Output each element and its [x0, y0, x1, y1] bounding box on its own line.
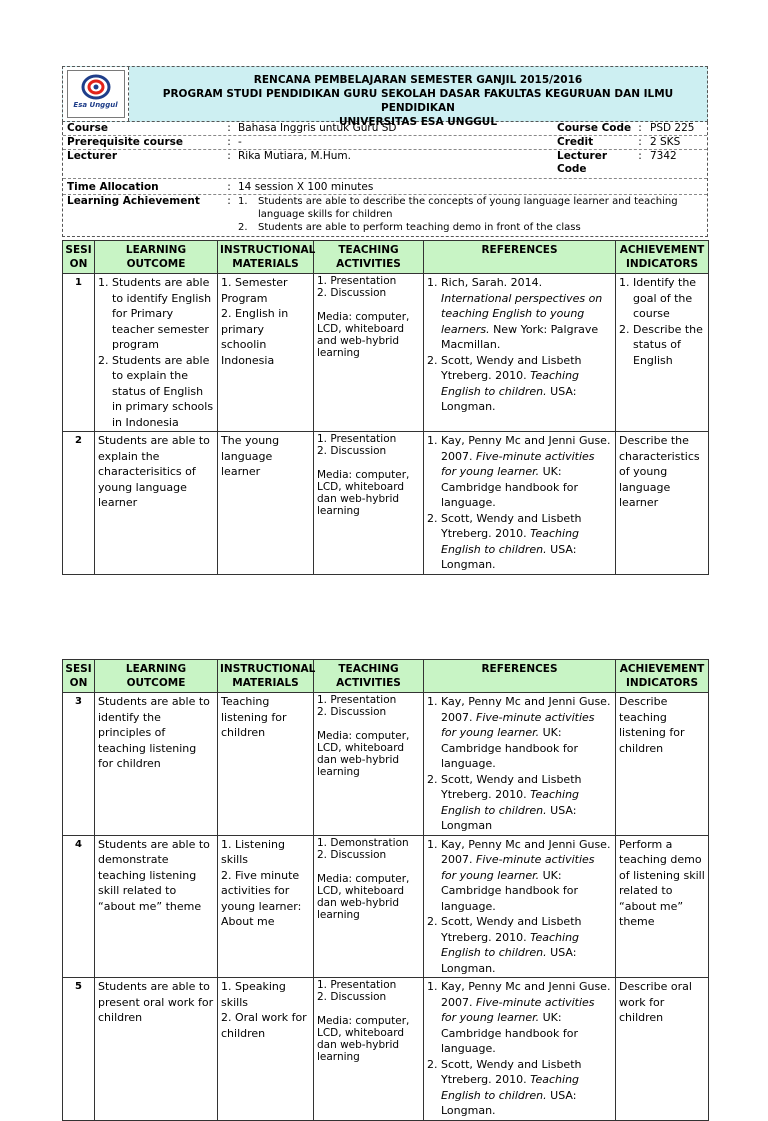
- activity-item: 1. Presentation: [317, 979, 397, 991]
- reference-item: 2. Scott, Wendy and Lisbeth Ytreberg. 2010. Teaching English to children. USA: Longman.: [441, 914, 612, 976]
- indicators-cell: [616, 274, 709, 432]
- table-row: [63, 274, 709, 432]
- achievement-item: [238, 221, 707, 234]
- info-row-lecturer: [63, 150, 707, 179]
- activity-item: 1. Presentation: [317, 433, 397, 445]
- reference-item: 2. Scott, Wendy and Lisbeth Ytreberg. 2010. Teaching English to children. USA: Longman: [441, 772, 612, 834]
- indicator-item: 1. Identify the goal of the course: [633, 275, 705, 322]
- activity-item: 1. Presentation: [317, 694, 397, 706]
- indicators-cell: Perform a teaching demo of listening skill related to “about me” theme: [616, 835, 709, 978]
- references-cell: [424, 693, 616, 836]
- references-cell: [424, 432, 616, 575]
- info-row-time: [63, 181, 707, 195]
- materials-cell: Teaching listening for children: [218, 693, 314, 836]
- col-header-references: REFERENCES: [424, 241, 616, 274]
- colon: :: [227, 136, 231, 148]
- prereq-label: Prerequisite course: [67, 136, 183, 148]
- learning-outcome-cell: Students are able to identify the principles of teaching listening for children: [95, 693, 218, 836]
- course-value: Bahasa Inggris untuk Guru SD: [238, 122, 397, 134]
- time-allocation-label: Time Allocation: [67, 181, 159, 193]
- colon: :: [638, 122, 642, 134]
- course-code-label: Course Code: [557, 122, 632, 134]
- achievement-number: 1.: [238, 196, 248, 207]
- lecturer-code-label: Lecturer Code: [557, 150, 608, 175]
- activities-cell: [314, 693, 424, 836]
- colon: :: [227, 122, 231, 134]
- outcome-item: 1. Students are able to identify English for Primary teacher semester program: [112, 275, 214, 353]
- table-header-row: [63, 660, 709, 693]
- university-logo: [67, 70, 125, 118]
- activity-media: Media: computer, LCD, whiteboard dan web-hybrid learning: [317, 872, 410, 921]
- header-line-3: UNIVERSITAS ESA UNGGUL: [338, 116, 498, 128]
- learning-outcome-cell: Students are able to explain the characterisitics of young language learner: [95, 432, 218, 575]
- activity-item: 1. Presentation: [317, 275, 397, 287]
- info-row-prereq: [63, 136, 707, 150]
- activities-cell: [314, 274, 424, 432]
- col-header-achievement-indicators: ACHIEVEMENT INDICATORS: [616, 241, 709, 274]
- col-header-references: REFERENCES: [424, 660, 616, 693]
- materials-cell: [218, 978, 314, 1121]
- course-info: [62, 122, 708, 237]
- col-header-instructional-materials: INSTRUCTIONAL MATERIALS: [218, 241, 314, 274]
- logo-text: Esa Unggul: [73, 101, 118, 109]
- activity-item: 1. Demonstration: [317, 836, 409, 849]
- indicators-cell: Describe oral work for children: [616, 978, 709, 1121]
- session-number: 1: [63, 274, 95, 432]
- col-header-achievement-indicators: ACHIEVEMENT INDICATORS: [616, 660, 709, 693]
- activity-item: 2. Discussion: [317, 991, 387, 1003]
- page-1: [62, 66, 708, 575]
- references-cell: [424, 978, 616, 1121]
- time-allocation-value: 14 session X 100 minutes: [238, 181, 374, 193]
- activity-item: 2. Discussion: [317, 287, 387, 299]
- outcome-item: 2. Students are able to explain the status of English in primary schools in Indonesia: [112, 353, 214, 431]
- sessions-table-continued: [62, 659, 709, 1121]
- col-header-teaching-activities: TEACHING ACTIVITIES: [314, 660, 424, 693]
- colon: :: [638, 136, 642, 148]
- reference-item: 1. Kay, Penny Mc and Jenni Guse. 2007. Five-minute activities for young learner. UK: Cambridge handbook for language.: [441, 433, 612, 511]
- material-item: 1. Semester Program: [221, 276, 288, 305]
- indicators-cell: Describe the characteristics of young language learner: [616, 432, 709, 575]
- prereq-value: -: [238, 136, 242, 148]
- activity-item: 2. Discussion: [317, 848, 387, 861]
- reference-item: 1. Kay, Penny Mc and Jenni Guse. 2007. Five-minute activities for young learner. UK: Cambridge handbook for language.: [441, 694, 612, 772]
- activity-media: Media: computer, LCD, whiteboard and web-hybrid learning: [317, 311, 410, 359]
- learning-outcome-cell: Students are able to demonstrate teaching listening skill related to “about me” theme: [95, 835, 218, 978]
- table-header-row: [63, 241, 709, 274]
- activity-media: Media: computer, LCD, whiteboard dan web-hybrid learning: [317, 469, 410, 517]
- activities-cell: [314, 432, 424, 575]
- material-item: 2. English in primary schoolin Indonesia: [221, 307, 289, 367]
- achievement-label: Learning Achievement: [67, 195, 200, 207]
- material-item: 2. Oral work for children: [221, 1011, 307, 1040]
- colon: :: [227, 195, 231, 207]
- col-header-learning-outcome: LEARNING OUTCOME: [95, 241, 218, 274]
- materials-cell: [218, 274, 314, 432]
- reference-item: 2. Scott, Wendy and Lisbeth Ytreberg. 2010. Teaching English to children. USA: Longman.: [441, 353, 612, 415]
- indicator-item: 2. Describe the status of English: [633, 322, 705, 369]
- session-number: 2: [63, 432, 95, 575]
- reference-item: 1. Kay, Penny Mc and Jenni Guse. 2007. Five-minute activities for young learner. UK: Cambridge handbook for language.: [441, 979, 612, 1057]
- header-line-1: RENCANA PEMBELAJARAN SEMESTER GANJIL 2015/2016: [253, 74, 583, 86]
- achievement-number: 2.: [238, 222, 248, 233]
- col-header-session: SESI ON: [63, 241, 95, 274]
- course-code-value: PSD 225: [650, 122, 695, 134]
- col-header-session: SESI ON: [63, 660, 95, 693]
- lecturer-label: Lecturer: [67, 150, 118, 162]
- references-cell: [424, 835, 616, 978]
- session-number: 3: [63, 693, 95, 836]
- reference-item: 1. Rich, Sarah. 2014. International perspectives on teaching English to young learners. New York: Palgrave Macmillan.: [441, 275, 612, 353]
- col-header-teaching-activities: TEACHING ACTIVITIES: [314, 241, 424, 274]
- achievement-text: Students are able to perform teaching demo in front of the class: [258, 222, 581, 233]
- colon: :: [638, 150, 642, 162]
- logo-box: [63, 67, 129, 121]
- activity-media: Media: computer, LCD, whiteboard dan web-hybrid learning: [317, 730, 410, 778]
- sessions-table: [62, 240, 709, 575]
- material-item: 1. Speaking skills: [221, 980, 286, 1009]
- info-row-achievement: [63, 195, 707, 236]
- session-number: 4: [63, 835, 95, 978]
- table-row: [63, 693, 709, 836]
- session-number: 5: [63, 978, 95, 1121]
- learning-outcome-cell: [95, 274, 218, 432]
- references-cell: [424, 274, 616, 432]
- activity-media: Media: computer, LCD, whiteboard dan web-hybrid learning: [317, 1015, 410, 1063]
- colon: :: [227, 150, 231, 162]
- learning-outcome-cell: Students are able to present oral work for children: [95, 978, 218, 1121]
- table-row: [63, 978, 709, 1121]
- page-2: [62, 659, 708, 1121]
- reference-item: 1. Kay, Penny Mc and Jenni Guse. 2007. Five-minute activities for young learner. UK: Cambridge handbook for language.: [441, 837, 612, 915]
- reference-item: 2. Scott, Wendy and Lisbeth Ytreberg. 2010. Teaching English to children. USA: Longman.: [441, 1057, 612, 1119]
- material-item: 1. Listening skills: [221, 837, 285, 866]
- achievement-item: [238, 195, 707, 221]
- lecturer-value: Rika Mutiara, M.Hum.: [238, 150, 352, 162]
- col-header-instructional-materials: INSTRUCTIONAL MATERIALS: [218, 660, 314, 693]
- reference-item: 2. Scott, Wendy and Lisbeth Ytreberg. 2010. Teaching English to children. USA: Longman.: [441, 511, 612, 573]
- activities-cell: [314, 978, 424, 1121]
- materials-cell: [218, 835, 314, 978]
- activities-cell: [314, 835, 424, 978]
- activity-item: 2. Discussion: [317, 706, 387, 718]
- table-row: [63, 432, 709, 575]
- material-item: 2. Five minute activities for young learner: About me: [221, 868, 302, 928]
- achievement-list: [235, 195, 707, 234]
- materials-cell: The young language learner: [218, 432, 314, 575]
- indicators-cell: Describe teaching listening for children: [616, 693, 709, 836]
- course-label: Course: [67, 122, 108, 134]
- credit-value: 2 SKS: [650, 136, 681, 148]
- col-header-learning-outcome: LEARNING OUTCOME: [95, 660, 218, 693]
- header-line-2: PROGRAM STUDI PENDIDIKAN GURU SEKOLAH DASAR FAKULTAS KEGURUAN DAN ILMU PENDIDIKAN: [162, 88, 674, 114]
- achievement-text: Students are able to describe the concepts of young language learner and teaching language skills for children: [258, 196, 678, 220]
- info-row-course: [63, 122, 707, 136]
- colon: :: [227, 181, 231, 193]
- table-row: [63, 835, 709, 978]
- activity-item: 2. Discussion: [317, 445, 387, 457]
- logo-emblem-icon: [81, 74, 111, 100]
- credit-label: Credit: [557, 136, 594, 148]
- lecturer-code-value: 7342: [650, 150, 677, 162]
